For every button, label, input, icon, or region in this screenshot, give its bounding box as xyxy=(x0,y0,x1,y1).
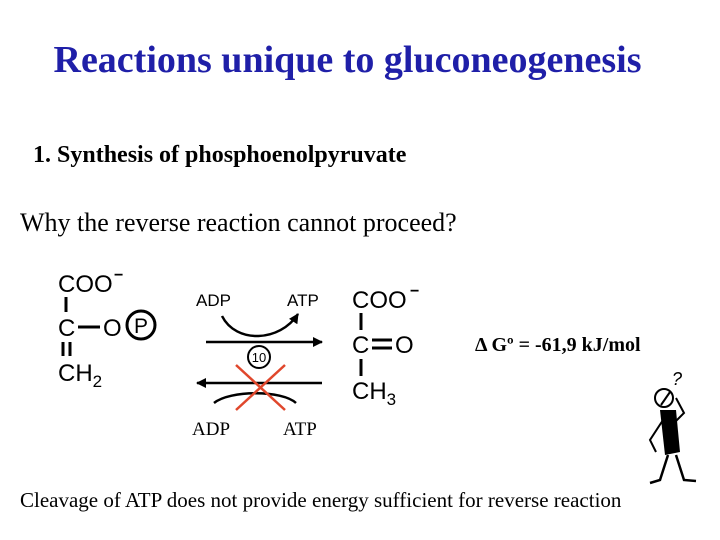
substrate-carbon: C xyxy=(58,315,76,342)
forward-atp-label: ATP xyxy=(287,291,319,310)
product-methyl: $CH_3$ xyxy=(352,378,397,409)
figure-head xyxy=(655,389,673,407)
phosphate-label: P xyxy=(133,315,149,338)
section-heading: 1. Synthesis of phosphoenolpyruvate xyxy=(33,142,407,168)
substrate-oxygen: O xyxy=(103,315,122,342)
reverse-adp-label: ADP xyxy=(192,419,231,440)
figure-left-leg xyxy=(650,455,668,483)
forward-adp-label: ADP xyxy=(196,291,231,310)
question-text: Why the reverse reaction cannot proceed? xyxy=(20,208,457,237)
confused-stick-figure-icon xyxy=(650,369,696,483)
atp-curved-arrow xyxy=(222,314,298,336)
substrate-methylene: $CH_2$ xyxy=(58,360,103,391)
enzyme-step-number: 10 xyxy=(251,350,267,365)
figure-body xyxy=(660,410,680,455)
product-carboxylate: COO xyxy=(352,287,407,314)
substrate-charge: − xyxy=(114,267,124,284)
reverse-reaction xyxy=(197,365,322,410)
substrate-carboxylate: COO xyxy=(58,271,113,298)
figure-arm xyxy=(650,420,663,452)
product-oxygen: O xyxy=(395,332,414,359)
free-energy-text: Gº = -61,9 kJ/mol xyxy=(486,334,641,356)
reverse-curve xyxy=(214,393,296,403)
conclusion-text: Cleavage of ATP does not provide energy sufficient for reverse reaction xyxy=(20,488,622,512)
forward-reaction xyxy=(196,291,322,368)
product-charge: − xyxy=(410,283,420,300)
delta-symbol: Δ xyxy=(475,334,487,356)
figure-right-leg xyxy=(676,455,696,481)
reverse-atp-label: ATP xyxy=(283,419,317,440)
free-energy-value xyxy=(475,334,641,357)
product-carbon: C xyxy=(352,332,370,359)
slide-title: Reactions unique to gluconeogenesis xyxy=(53,39,642,81)
phosphoenolpyruvate-structure xyxy=(58,267,155,391)
question-mark: ? xyxy=(672,369,683,389)
pyruvate-structure xyxy=(352,283,419,409)
